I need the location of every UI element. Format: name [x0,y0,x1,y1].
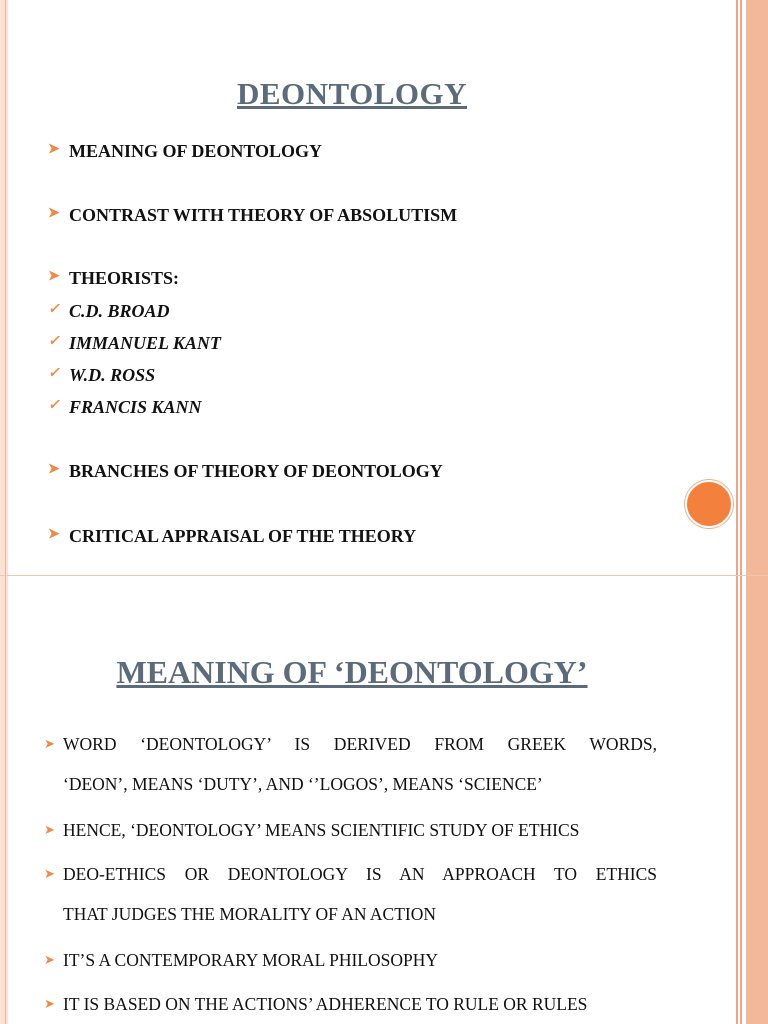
band-line [740,576,742,1024]
band-line [736,576,738,1024]
slide-title: DEONTOLOGY [236,76,468,111]
small-arrow-bullet-icon: ➤ [44,736,55,751]
paragraph-line: IT IS BASED ON THE ACTIONS’ ADHERENCE TO RULE OR RULES [63,994,588,1014]
check-bullet-icon: ✓ [48,366,60,381]
paragraph [44,940,657,980]
right-band-decoration [734,576,768,1024]
paragraph-line: ‘DEON’, MEANS ‘DUTY’, AND ‘’LOGOS’, MEANS ‘SCIENCE’ [63,774,543,794]
right-band-decoration [734,0,768,576]
paragraph [44,810,657,850]
small-arrow-bullet-icon: ➤ [44,822,55,837]
paragraph-line: WORD ‘DEONTOLOGY’ IS DERIVED FROM GREEK WORDS, [63,734,657,754]
list-item-text: W.D. ROSS [69,365,156,385]
list-item-text: FRANCIS KANN [69,397,202,417]
orange-circle-decoration [685,480,733,528]
band-line [740,0,742,576]
list-item-text: C.D. BROAD [69,301,170,321]
check-bullet-icon: ✓ [48,334,60,349]
list-item-text: THEORISTS: [69,268,180,288]
arrow-bullet-icon: ➤ [48,206,60,221]
list-item-text: IMMANUEL KANT [69,333,221,353]
paragraph-line: DEO-ETHICS OR DEONTOLOGY IS AN APPROACH TO ETHICS [63,864,657,884]
check-bullet-icon: ✓ [48,398,60,413]
list-item-text: CRITICAL APPRAISAL OF THE THEORY [69,526,417,546]
slide-title: MEANING OF ‘DEONTOLOGY’ [116,654,588,690]
paragraph-line: HENCE, ‘DEONTOLOGY’ MEANS SCIENTIFIC STUDY OF ETHICS [63,820,580,840]
arrow-bullet-icon: ➤ [48,269,60,284]
paragraph [44,984,657,1024]
arrow-bullet-icon: ➤ [48,142,60,157]
left-edge-decoration [0,576,8,1024]
arrow-bullet-icon: ➤ [48,527,60,542]
paragraph-line: IT’S A CONTEMPORARY MORAL PHILOSOPHY [63,950,439,970]
paragraph-line: THAT JUDGES THE MORALITY OF AN ACTION [63,904,437,924]
list-item-text: MEANING OF DEONTOLOGY [69,141,323,161]
slide-2 [0,576,768,1024]
paragraph [44,724,657,804]
small-arrow-bullet-icon: ➤ [44,866,55,881]
small-arrow-bullet-icon: ➤ [44,952,55,967]
band-fill [746,576,768,1024]
small-arrow-bullet-icon: ➤ [44,996,55,1011]
list-item-text: CONTRAST WITH THEORY OF ABSOLUTISM [69,205,458,225]
check-bullet-icon: ✓ [48,302,60,317]
band-fill [746,0,768,576]
paragraph [44,854,657,934]
list-item-text: BRANCHES OF THEORY OF DEONTOLOGY [69,461,443,481]
band-line [736,0,738,576]
arrow-bullet-icon: ➤ [48,462,60,477]
